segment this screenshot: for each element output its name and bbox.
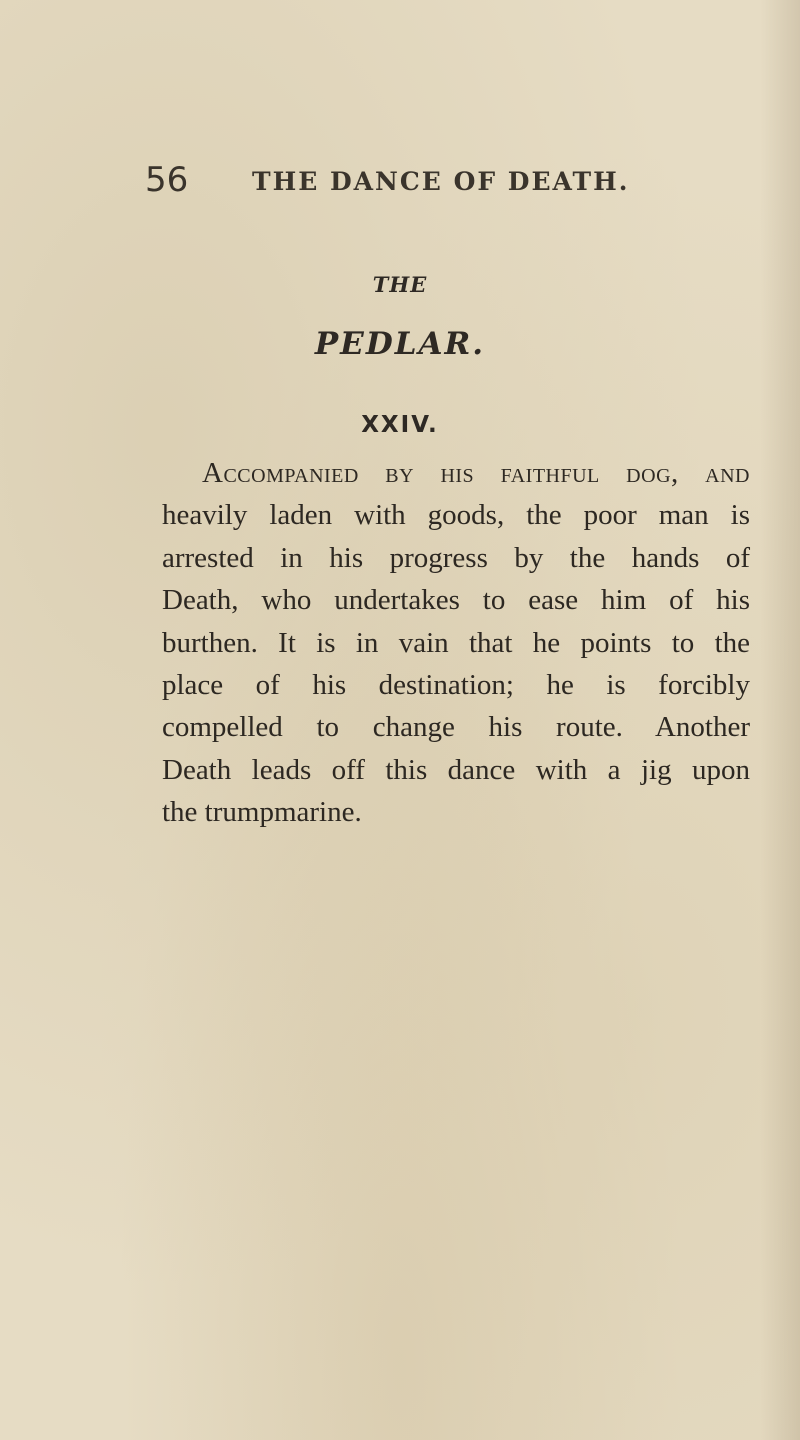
paragraph-line: place of his destination; he is forcibly bbox=[162, 668, 750, 701]
section-number: XXIV. bbox=[361, 412, 439, 438]
paragraph-line: burthen. It is in vain that he points to the bbox=[162, 626, 750, 659]
paragraph-line: heavily laden with goods, the poor man is bbox=[162, 499, 750, 532]
paragraph-line: arrested in his progress by the hands of bbox=[162, 541, 750, 574]
paragraph-line: Death, who undertakes to ease him of his bbox=[162, 584, 750, 617]
paragraph-line: compelled to change his route. Another bbox=[162, 711, 750, 744]
running-head: THE DANCE OF DEATH. bbox=[252, 167, 630, 196]
section-title-prefix: THE bbox=[372, 272, 428, 297]
page-number: 56 bbox=[145, 160, 189, 200]
paragraph-line: Accompanied by his faithful dog, and bbox=[202, 457, 750, 489]
page-edge-shadow bbox=[760, 0, 800, 1440]
paragraph-line: the trumpmarine. bbox=[162, 796, 362, 829]
page-header bbox=[0, 160, 800, 200]
paragraph-line: Death leads off this dance with a jig upon bbox=[162, 753, 750, 786]
body-paragraph bbox=[162, 452, 750, 834]
section-title: PEDLAR. bbox=[314, 326, 486, 362]
